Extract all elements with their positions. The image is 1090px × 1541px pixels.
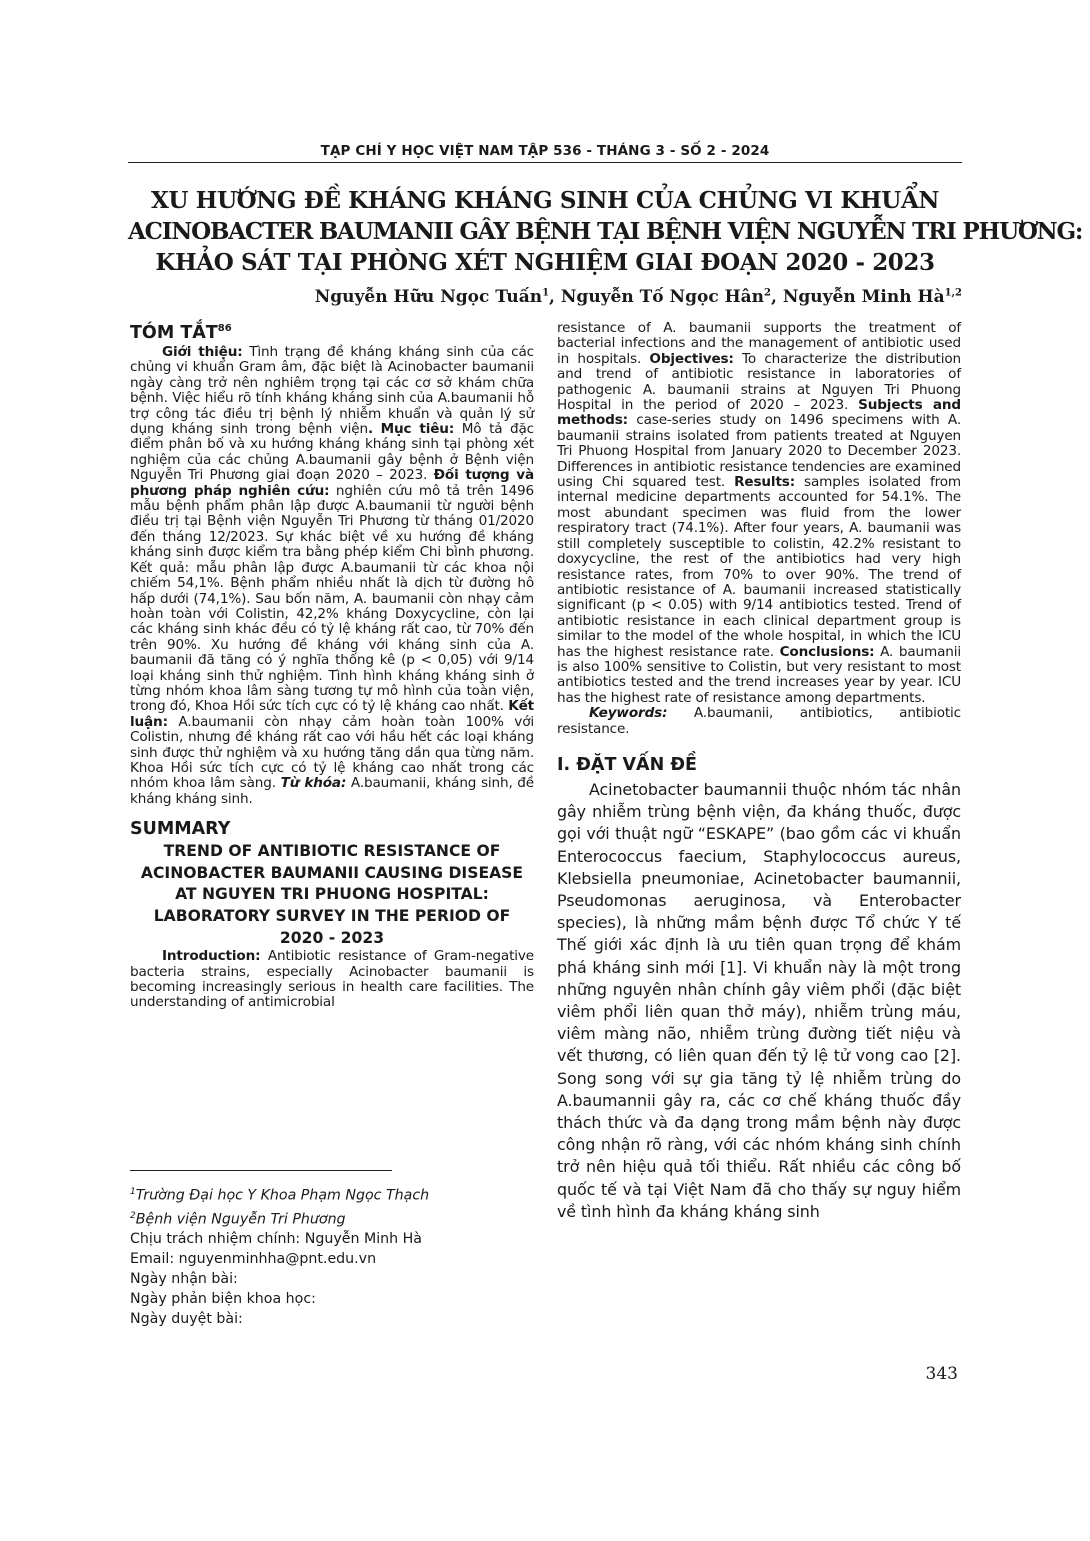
affil-2-text: Bệnh viện Nguyễn Tri Phương — [135, 1211, 346, 1228]
label-introduction: Introduction: — [162, 948, 261, 965]
summary-heading: SUMMARY — [130, 819, 231, 840]
tomtat-heading — [130, 323, 534, 343]
text-doi-tuong: nghiên cứu mô tả trên 1496 mẫu bệnh phẩm phân lập được A.baumanii từ người bệnh điều trị tại Bệnh viện Nguyễn Tri Phương từ tháng 01/2020 đến tháng 12/2023. Sự khác biệt về xu hướng đề kháng kháng sinh được kiểm tra bằng phép kiểm Chi bình phương. Kết quả: mẫu phân lập được A.baumanii từ các khoa nội chiếm 54,1%. Bệnh phẩm nhiều nhất là dịch từ đường hô hấp dưới (74,1%). Sau bốn năm, A. baumanii còn nhạy cảm hoàn toàn với Colistin, 42,2% kháng Doxycycline, còn lại các kháng sinh khác đều có tỷ lệ kháng rất cao, từ 70% đến trên 90%. Xu hướng đề kháng với kháng sinh của A. baumanii đã tăng có ý nghĩa thống kê (p < 0,05) với 9/14 loại kháng sinh thử nghiệm. Tình hình kháng kháng sinh ở từng nhóm khoa lâm sàng tương tự mô hình của toàn viện, trong đó, Khoa Hồi sức tích cực có tỷ lệ kháng cao nhất. — [130, 482, 534, 715]
header-rule — [128, 162, 962, 163]
label-keywords: Keywords: — [589, 705, 668, 722]
summary-abstract — [557, 321, 961, 706]
author-1: Nguyễn Hữu Ngọc Tuấn — [314, 287, 543, 307]
author-2: Nguyễn Tố Ngọc Hân — [560, 287, 765, 307]
text-subjects: case-series study on 1496 specimens with A. baumanii strains isolated from patients treated at Nguyen Tri Phuong Hospital from January 2020 to December 2023. Differences in antibiotic resistance tendencies are examined using Chi squared test. — [557, 412, 961, 491]
text-ket-luan: A.baumanii còn nhạy cảm hoàn toàn 100% với Colistin, nhưng đề kháng rất cao với hầu hết các loại kháng sinh được thử nghiệm và xu hướng tăng dần qua từng năm. Khoa Hồi sức tích cực có tỷ lệ kháng cao nhất trong các nhóm khoa lâm sàng. — [130, 713, 534, 792]
section-1-paragraph: Acinetobacter baumannii thuộc nhóm tác nhân gây nhiễm trùng bệnh viện, đa kháng thuốc, được gọi với thuật ngữ “ESKAPE” (bao gồm các vi khuẩn Enterococcus faecium, Staphylococcus aureus, Klebsiella pneumoniae, Acinetobacter baumannii, Pseudomonas aeruginosa, và Enterobacter species), là những mầm bệnh được Tổ chức Y tế Thế giới xác định là ưu tiên quan trọng để khám phá kháng sinh mới [1]. Vi khuẩn này là một trong những nguyên nhân chính gây viêm phổi (đặc biệt viêm phổi liên quan thở máy), nhiễm trùng máu, viêm màng não, nhiễm trùng đường tiết niệu và vết thương, có liên quan đến tỷ lệ tử vong cao [2]. Song song với sự gia tăng tỷ lệ nhiễm trùng do A.baumannii gây ra, các cơ chế kháng thuốc đầy thách thức và đa dạng trong mầm bệnh này được công nhận rõ ràng, với các nhóm kháng sinh chính trở nên hiệu quả tối thiểu. Rất nhiều các công bố quốc tế và tại Việt Nam đã cho thấy sự nguy hiểm về tình hình đa kháng kháng sinh — [557, 779, 961, 1221]
text-conclusions: A. baumanii is also 100% sensitive to Colistin, but very resistant to most antibiotics tested and the trend increases year by year. ICU has the highest rate of resistance among departments. — [557, 643, 961, 706]
label-results: Results: — [734, 474, 796, 491]
text-tu-khoa: A.baumanii, kháng sinh, đề kháng kháng sinh. — [130, 775, 535, 807]
summary-intro — [130, 949, 534, 1011]
tomtat-abstract — [130, 345, 534, 807]
text-introduction-left: Antibiotic resistance of Gram-negative bacteria strains, especially Acinobacter baumanii is becoming increasingly serious in health care facilities. The understanding of antimicrobial — [130, 948, 534, 1011]
corresponding-email: Email: nguyenminhha@pnt.edu.vn — [130, 1251, 377, 1268]
text-results: samples isolated from internal medicine departments accounted for 54.1%. The most abundant specimen was fluid from the lower respiratory tract (74.1%). After four years, A. baumanii was still completely susceptible to colistin, 42.2% resistant to doxycycline, the rest of the antibiotics had very high resistance rates, from 70% to over 90%. The trend of antibiotic resistance of A. baumanii increased statistically significant (p < 0.05) with 9/14 antibiotics tested. Trend of antibiotic resistance in each clinical department group is similar to the model of the whole hospital, in which the ICU has the highest resistance rate. — [557, 474, 961, 660]
label-tu-khoa: Từ khóa: — [280, 775, 347, 792]
corresponding-author: Chịu trách nhiệm chính: Nguyễn Minh Hà — [130, 1231, 423, 1248]
title-line-2: ACINOBACTER BAUMANII GÂY BỆNH TẠI BỆNH VIỆN NGUYỄN TRI PHƯƠNG: — [128, 218, 1083, 245]
date-accepted: Ngày duyệt bài: — [130, 1311, 243, 1328]
label-objectives: Objectives: — [649, 350, 734, 367]
left-column — [130, 323, 534, 1011]
dot: . — [367, 421, 373, 438]
author-3-affil: 1,2 — [944, 287, 962, 299]
text-objectives: To characterize the distribution and trend of antibiotic resistance in laboratories of pathogenic A. baumanii strains at Nguyen Tri Phuong Hospital in the period of 2020 – 2023. — [557, 350, 961, 414]
date-received: Ngày nhận bài: — [130, 1271, 238, 1288]
text-gioi-thieu: Tình trạng đề kháng kháng sinh của các chủng vi khuẩn Gram âm, đặc biệt là Acinobacter baumanii ngày càng trở nên nghiêm trọng tại các cơ sở khám chữa bệnh. Việc hiểu rõ tính kháng kháng sinh của A.baumanii hỗ trợ công tác điều trị bệnh lý nhiễm khuẩn và quản lý sử dụng kháng sinh trong bệnh viện — [130, 344, 534, 438]
footnote-rule — [130, 1170, 392, 1171]
label-doi-tuong: Đối tượng và phương pháp nghiên cứu: — [130, 467, 535, 499]
tomtat-heading-text: TÓM TẮT — [130, 323, 218, 343]
article-title — [128, 185, 1083, 278]
affil-2-sup: 2 — [130, 1210, 136, 1221]
title-line-1: XU HƯỚNG ĐỀ KHÁNG KHÁNG SINH CỦA CHỦNG VI KHUẨN — [150, 187, 940, 214]
text-muc-tieu: Mô tả đặc điểm phân bố và xu hướng kháng kháng sinh tại phòng xét nghiệm của các chủng A.baumanii gây bệnh ở Bệnh viện Nguyễn Tri Phương giai đoạn 2020 – 2023. — [130, 421, 535, 484]
author-list — [315, 287, 962, 307]
summary-keywords — [557, 706, 961, 737]
affiliation-2 — [130, 1206, 534, 1230]
label-gioi-thieu: Giới thiệu: — [162, 344, 243, 360]
label-ket-luan: Kết luận: — [130, 698, 534, 730]
tomtat-heading-sup: 86 — [217, 323, 232, 335]
author-3: Nguyễn Minh Hà — [782, 287, 945, 307]
affil-1-sup: 1 — [130, 1187, 136, 1197]
section-1-heading: I. ĐẶT VẤN ĐỀ — [557, 754, 697, 775]
journal-header: TẠP CHÍ Y HỌC VIỆT NAM TẬP 536 - THÁNG 3 - SỐ 2 - 2024 — [320, 143, 770, 159]
author-sep: , — [771, 287, 783, 307]
text-keywords: A.baumanii, antibiotics, antibiotic resistance. — [557, 705, 961, 737]
text-introduction-cont: resistance of A. baumanii supports the treatment of bacterial infections and the management of antibiotic used in hospitals. — [557, 320, 961, 367]
title-line-3: KHẢO SÁT TẠI PHÒNG XÉT NGHIỆM GIAI ĐOẠN 2020 - 2023 — [155, 249, 935, 276]
affil-1-text: Trường Đại học Y Khoa Phạm Ngọc Thạch — [135, 1187, 430, 1204]
author-1-affil: 1 — [542, 287, 550, 299]
footnotes — [130, 1182, 534, 1329]
author-2-affil: 2 — [764, 287, 771, 299]
date-reviewed: Ngày phản biện khoa học: — [130, 1291, 316, 1308]
label-conclusions: Conclusions: — [779, 643, 875, 660]
author-sep: , — [549, 287, 561, 307]
page-number: 343 — [925, 1364, 958, 1384]
label-subjects: Subjects and methods: — [557, 397, 961, 429]
right-column — [557, 321, 961, 1223]
label-muc-tieu: Mục tiêu: — [380, 421, 455, 438]
summary-title: TREND OF ANTIBIOTIC RESISTANCE OF ACINOBACTER BAUMANII CAUSING DISEASE AT NGUYEN TRI PHUONG HOSPITAL: LABORATORY SURVEY IN THE PERIOD OF 2020 - 2023 — [140, 842, 524, 947]
affiliation-1 — [130, 1182, 534, 1206]
